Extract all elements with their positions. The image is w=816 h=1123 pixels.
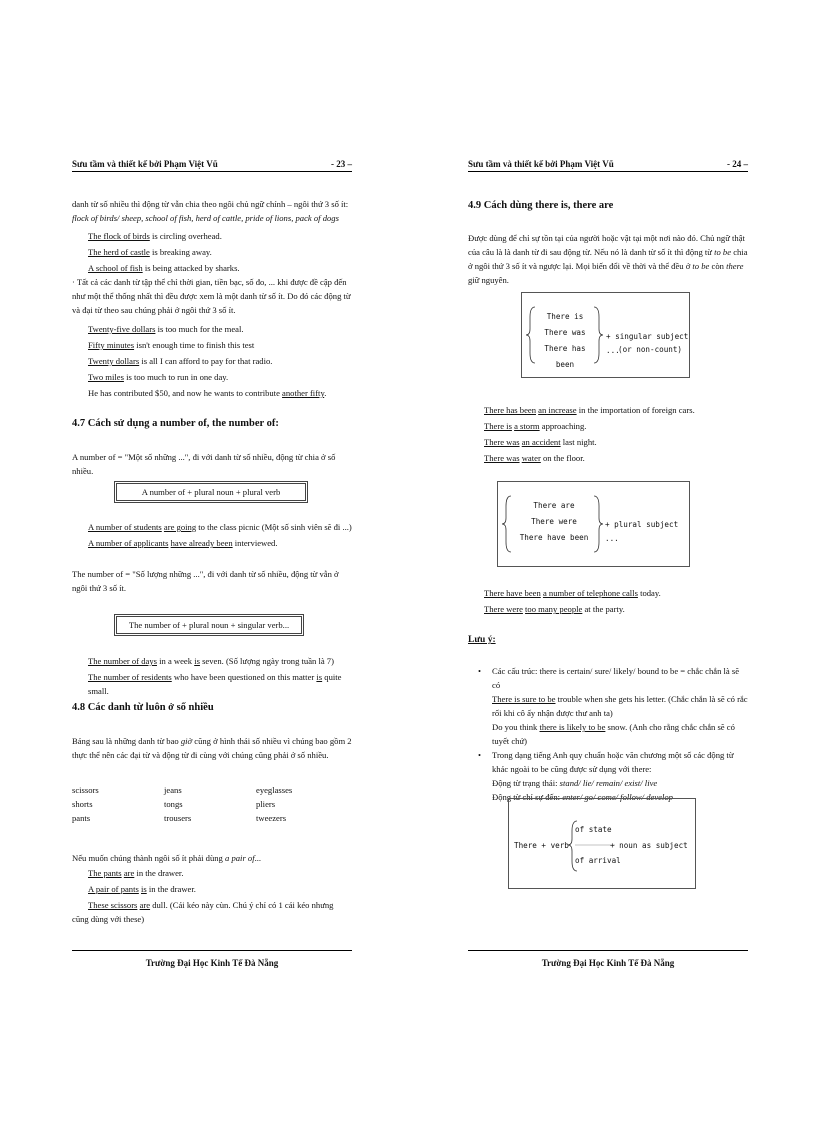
ex-pre: He has contributed $50, and now he wants to contribute	[88, 388, 283, 398]
example-line	[72, 229, 352, 243]
nouns-column-1	[72, 783, 99, 825]
ex-rest: is too much for the meal.	[155, 324, 244, 334]
example-line	[72, 245, 352, 259]
note-example	[492, 776, 748, 790]
ex-there: There is	[484, 421, 512, 431]
subject-rule: + plural subject ...	[605, 520, 679, 543]
example-line	[72, 536, 352, 550]
ex-underlined: there is likely to be	[539, 722, 606, 732]
para-text: giữ nguyên.	[468, 275, 509, 285]
noun: shorts	[72, 799, 93, 809]
noun: trousers	[164, 813, 192, 823]
noun: pliers	[256, 799, 276, 809]
there-are-diagram	[497, 481, 690, 567]
ex-rest: snow. (Anh cho rằng chắc chắn sẽ có tuyết chứ)	[492, 722, 735, 746]
verb-list: enter/ go/ come/ follow/ develop	[562, 792, 673, 802]
ex-subject: The herd of castle	[88, 247, 150, 257]
example-line	[468, 602, 748, 616]
ex-rest: on the floor.	[540, 453, 585, 463]
para-text: Bảng sau là những danh từ bao	[72, 736, 181, 746]
section-heading-4-8: 4.8 Các danh từ luôn ở số nhiều	[72, 702, 214, 713]
page-23	[72, 0, 352, 1123]
ex-verb: is	[141, 884, 147, 894]
ex-verb: are going	[163, 522, 197, 532]
notes-list	[468, 664, 748, 804]
example-line	[468, 435, 748, 449]
ex-rest: is circling overhead.	[149, 231, 222, 241]
plural-nouns-paragraph	[72, 734, 352, 762]
ex-rest: trouble when she gets his letter. (Chắc chắn là sẽ có rắc rối khi cô ấy nhận được thư anh ta)	[492, 694, 748, 718]
ex-there: There was	[484, 437, 520, 447]
ex-rest: interviewed.	[232, 538, 278, 548]
definition-a-number: A number of = "Một số những ...", đi với danh từ số nhiều, động từ chia ở số nhiều.	[72, 452, 336, 476]
there-form: There is	[546, 312, 584, 321]
noun: tongs	[164, 799, 183, 809]
example-line	[72, 520, 352, 534]
para-italic: to be	[692, 261, 710, 271]
example-line	[72, 898, 352, 926]
ex-there: There were	[484, 604, 523, 614]
para-italic: there	[726, 261, 744, 271]
example-line	[72, 370, 352, 384]
note-item	[468, 664, 748, 748]
para-text: cũng ở hình thái số nhiều vì chúng bao gồm 2 thực thể nên các đại từ và động từ đi cùng với chúng cũng phải ở số nhiều.	[72, 736, 352, 760]
ex-rest: isn't enough time to finish this test	[134, 340, 255, 350]
noun: jeans	[164, 785, 182, 795]
ex-subject: A number of students	[88, 522, 162, 532]
header-title: Sưu tầm và thiết kế bởi Phạm Việt Vũ	[72, 159, 218, 169]
intro-paragraph	[72, 197, 352, 225]
ex-subject: A pair of pants	[88, 884, 139, 894]
ex-subject: a number of telephone calls	[542, 588, 638, 598]
ex-verb: are	[123, 868, 135, 878]
note-text: • Các cấu trúc: there is certain/ sure/ likely/ bound to be = chắc chắn là sẽ có	[492, 666, 740, 690]
intro-text: danh từ số nhiều thì động từ vẫn chia theo ngôi chủ ngữ chính – ngôi thứ 3 số ít:	[72, 199, 349, 209]
example-line	[72, 670, 352, 698]
ex-verb: is	[194, 656, 200, 666]
ex-subject: Two miles	[88, 372, 124, 382]
there-verb-diagram	[508, 798, 696, 889]
example-line	[72, 654, 352, 668]
page-24	[468, 0, 748, 1123]
ex-rest: today.	[637, 588, 661, 598]
ex-subject: too many people	[525, 604, 583, 614]
ex-subject: The pants	[88, 868, 122, 878]
note-heading: Lưu ý:	[468, 635, 496, 645]
ex-underlined: another fifty	[282, 388, 325, 398]
ex-middle: in a week	[156, 656, 195, 666]
ex-underlined: There is sure to be	[492, 694, 556, 704]
ex-there: There have been	[484, 588, 541, 598]
verb-type-state: of state	[575, 825, 612, 834]
ex-rest: last night.	[560, 437, 597, 447]
ex-post: .	[324, 388, 327, 398]
ex-pre: Động từ trạng thái:	[492, 778, 560, 788]
ex-rest: quite small.	[88, 672, 342, 696]
example-line	[72, 338, 352, 352]
noun: pants	[72, 813, 91, 823]
ex-subject: water	[521, 453, 541, 463]
para-text: chia ở ngôi thứ 3 số ít và ngược lại. Mọi biến đổi về thời và thể đều ở	[468, 247, 748, 271]
ex-subject: A number of applicants	[88, 538, 169, 548]
ex-verb: is	[316, 672, 323, 682]
ex-verb: have already been	[170, 538, 233, 548]
noun: eyeglasses	[256, 785, 293, 795]
example-line	[72, 261, 352, 275]
ex-subject: The flock of birds	[88, 231, 150, 241]
page-header	[468, 157, 748, 171]
noun-subject-rule: + noun as subject	[610, 841, 688, 850]
ex-rest: at the party.	[582, 604, 625, 614]
ex-subject: Twenty dollars	[88, 356, 140, 366]
example-line	[468, 419, 748, 433]
note-italic: a pair of	[225, 853, 255, 863]
verb-type-arrival: of arrival	[575, 856, 621, 865]
there-form: There has been	[544, 344, 586, 369]
there-form: There have been	[519, 533, 589, 542]
example-line	[72, 322, 352, 336]
ex-rest: is breaking away.	[149, 247, 212, 257]
ex-subject: A school of fish	[88, 263, 143, 273]
ex-middle: who have been questioned on this matter	[171, 672, 317, 682]
subject-rule-note: (or non-count)	[618, 345, 683, 354]
ex-pre: Động từ chỉ sự đến:	[492, 792, 563, 802]
para-italic: to be	[714, 247, 732, 257]
example-line	[468, 403, 748, 417]
ex-subject: The number of residents	[88, 672, 172, 682]
there-form: There were	[531, 517, 577, 526]
ex-verb: are	[139, 900, 151, 910]
ex-rest: is being attacked by sharks.	[142, 263, 240, 273]
example-line	[72, 882, 352, 896]
nouns-column-3	[256, 783, 292, 825]
note-text: ...	[254, 853, 262, 863]
note-text: • Trong dạng tiếng Anh quy chuẩn hoặc văn chương một số các động từ khác ngoài to be cũng được sử dụng với there:	[492, 750, 734, 774]
footer-rule	[72, 950, 352, 951]
ex-subject: a storm	[514, 421, 540, 431]
ex-subject: Twenty-five dollars	[88, 324, 156, 334]
example-line	[468, 451, 748, 465]
ex-rest: approaching.	[539, 421, 587, 431]
footer-rule	[468, 950, 748, 951]
ex-rest: is all I can afford to pay for that radio.	[139, 356, 273, 366]
page-footer: Trường Đại Học Kinh Tế Đà Nẵng	[145, 958, 279, 968]
ex-rest: in the importation of foreign cars.	[576, 405, 695, 415]
header-rule	[468, 171, 748, 172]
formula-box-the-number: The number of + plural noun + singular verb...	[114, 614, 304, 636]
ex-rest: in the drawer.	[146, 884, 196, 894]
page-number: - 23 –	[331, 159, 352, 169]
there-is-paragraph	[468, 231, 748, 287]
pair-of-note	[72, 851, 352, 865]
ex-there: There was	[484, 453, 520, 463]
ex-subject: an accident	[521, 437, 561, 447]
ex-rest: seven. (Số lượng ngày trong tuần là 7)	[199, 656, 334, 666]
section-heading-4-9: 4.9 Cách dùng there is, there are	[468, 200, 614, 211]
example-line	[72, 354, 352, 368]
example-line	[72, 386, 352, 400]
ex-subject: an increase	[538, 405, 577, 415]
verb-list: stand/ lie/ remain/ exist/ live	[559, 778, 658, 788]
ex-rest: is too much to run in one day.	[123, 372, 229, 382]
definition-the-number: The number of = "Số lượng những ...", đi với danh từ số nhiều, động từ vẫn ở ngôi thứ 3 số ít.	[72, 569, 339, 593]
there-form: There was	[544, 328, 586, 337]
example-line	[468, 586, 748, 600]
ex-subject: The number of days	[88, 656, 157, 666]
page-number: - 24 –	[727, 159, 748, 169]
section-heading-4-7: 4.7 Cách sử dụng a number of, the number of:	[72, 418, 279, 429]
ex-rest: dull. (Cái kéo này cùn. Chú ý chỉ có 1 cái kéo nhưng cũng dùng với these)	[72, 900, 334, 924]
note-text: Nếu muốn chúng thành ngôi số ít phải dùng	[72, 853, 226, 863]
ex-there: There has been	[484, 405, 537, 415]
formula-box-a-number: A number of + plural noun + plural verb	[114, 481, 308, 503]
para-text: Được dùng để chỉ sự tồn tại của người hoặc vật tại một nơi nào đó. Chủ ngữ thật của câu là là danh từ đi sau động từ. Nếu nó là danh từ số ít thì động từ	[468, 233, 745, 257]
para-text: còn	[709, 261, 727, 271]
noun: tweezers	[256, 813, 287, 823]
para-italic: giờ	[180, 736, 193, 746]
there-verb-label: There + verb	[514, 841, 569, 850]
ex-rest: to the class picnic (Một số sinh viên sẽ đi ...)	[196, 522, 352, 532]
intro-italic: flock of birds/ sheep, school of fish, herd of cattle, pride of lions, pack of dogs	[72, 213, 339, 223]
ex-subject: Fifty minutes	[88, 340, 135, 350]
ex-subject: These scissors	[88, 900, 138, 910]
note-example	[492, 720, 748, 748]
ex-pre: Do you think	[492, 722, 540, 732]
there-is-diagram	[521, 292, 690, 378]
header-rule	[72, 171, 352, 172]
header-title: Sưu tầm và thiết kế bởi Phạm Việt Vũ	[468, 159, 614, 169]
note-example	[492, 692, 748, 720]
collective-paragraph: · Tất cả các danh từ tập thể chỉ thời gian, tiền bạc, số đo, ... khi được đề cập đến như một thể thống nhất thì đều được xem là một danh từ số ít. Do đó các động từ và đại từ theo sau chúng phải ở ngôi thứ 3 số ít.	[72, 277, 351, 315]
subject-rule: + singular subject ...	[606, 332, 689, 355]
there-form: There are	[533, 501, 575, 510]
page-footer: Trường Đại Học Kinh Tế Đà Nẵng	[541, 958, 675, 968]
ex-rest: in the drawer.	[134, 868, 184, 878]
example-line	[72, 866, 352, 880]
nouns-column-2	[164, 783, 191, 825]
plural-nouns-table	[72, 783, 352, 827]
note-item	[468, 748, 748, 804]
page-header	[72, 157, 352, 171]
noun: scissors	[72, 785, 99, 795]
